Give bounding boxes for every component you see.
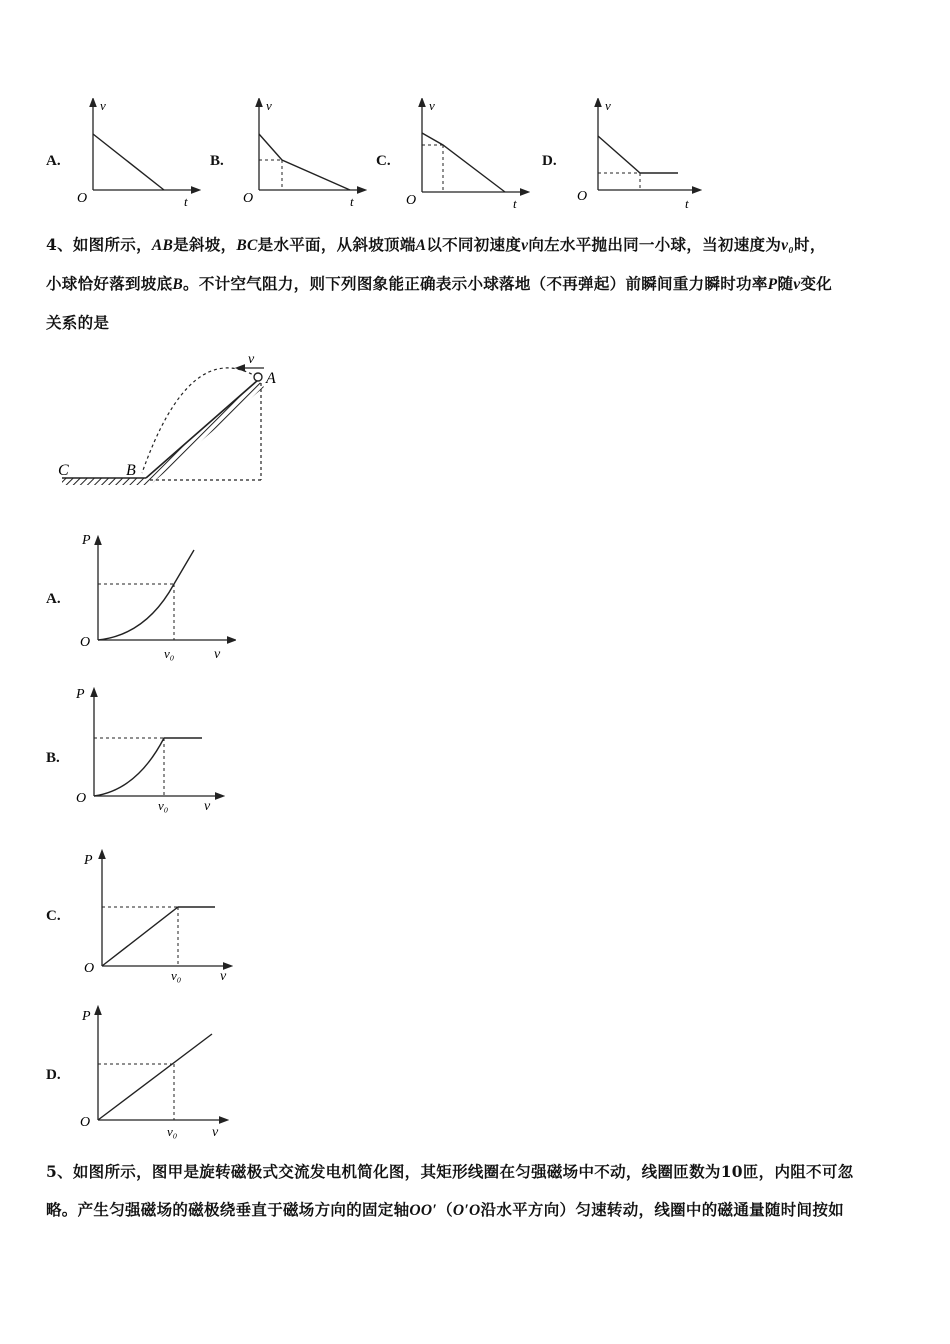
prev-option-a-graph [72, 98, 202, 210]
origin-label: O [84, 961, 95, 976]
graph-line [98, 1034, 212, 1120]
q4-option-d-graph [76, 1004, 236, 1140]
x-axis-label: t [350, 194, 354, 209]
point-b-label: B [126, 462, 136, 479]
x-axis-label: t [513, 196, 517, 210]
x-axis-label: v [214, 647, 221, 662]
y-axis-label: P [76, 687, 85, 702]
prev-option-d-label: D. [542, 153, 557, 169]
x-axis-label: v [220, 969, 227, 984]
question-5-line-2: 略。产生匀强磁场的磁极绕垂直于磁场方向的固定轴OO′（O′O沿水平方向）匀速转动，线圈中的磁通量随时间按如 [46, 1200, 844, 1219]
graph-curve [94, 738, 202, 796]
prev-option-b-graph [238, 98, 368, 210]
point-c-label: C [58, 462, 69, 479]
q4-option-c-label[interactable]: C. [46, 908, 61, 924]
y-axis-label: P [82, 1009, 91, 1024]
graph-line [422, 133, 505, 192]
q4-option-b-graph [72, 686, 232, 816]
x-axis-label: v [212, 1125, 219, 1140]
prev-option-c-label: C. [376, 153, 391, 169]
q4-option-a-label[interactable]: A. [46, 591, 61, 607]
graph-line [102, 907, 215, 966]
graph-line [93, 134, 164, 190]
question-5-text [46, 1153, 906, 1230]
trajectory-dashed [142, 368, 257, 473]
q4-option-a-graph [76, 530, 236, 662]
y-axis-label: v [100, 98, 106, 113]
q4-option-d-label[interactable]: D. [46, 1067, 61, 1083]
velocity-label: v [248, 352, 255, 367]
slope-hatch [146, 380, 264, 485]
graph-line [259, 134, 350, 190]
origin-label: O [77, 191, 88, 206]
origin-label: O [80, 1115, 91, 1130]
question-4-text [46, 226, 906, 342]
prev-option-d-graph [577, 98, 707, 210]
y-axis-label: v [429, 98, 435, 113]
y-axis-label: P [82, 533, 91, 548]
prev-option-b-label: B. [210, 153, 224, 169]
tick-label: v₀ [164, 646, 175, 661]
x-axis-label: v [204, 799, 211, 814]
point-a-label: A [266, 370, 276, 387]
ball [254, 373, 262, 381]
y-axis-label: P [84, 853, 93, 868]
slope-figure [50, 345, 300, 495]
origin-label: O [243, 191, 254, 206]
graph-curve [98, 550, 194, 640]
origin-label: O [80, 635, 91, 650]
y-axis-label: v [266, 98, 272, 113]
origin-label: O [577, 189, 588, 204]
question-4-line-2: 小球恰好落到坡底B。不计空气阻力，则下列图象能正确表示小球落地（不再弹起）前瞬间重力瞬时功率P随v变化 [46, 274, 833, 293]
q4-option-b-label[interactable]: B. [46, 750, 60, 766]
q4-option-c-graph [80, 848, 240, 984]
question-4-line-1: 4、如图所示，AB是斜坡，BC是水平面，从斜坡顶端A以不同初速度v向左水平抛出同一小球，当初速度为v₀时， [46, 235, 826, 254]
x-axis-label: t [184, 194, 188, 209]
slope-line [146, 380, 258, 478]
tick-label: v₀ [158, 798, 169, 813]
prev-option-a-label: A. [46, 153, 61, 169]
tick-label: v₀ [167, 1124, 178, 1139]
question-4-line-3: 关系的是 [46, 313, 110, 332]
origin-label: O [76, 791, 87, 806]
ground-hatch [62, 478, 148, 485]
origin-label: O [406, 193, 417, 208]
y-axis-label: v [605, 98, 611, 113]
tick-label: v₀ [171, 968, 182, 983]
question-5-line-1: 5、如图所示，图甲是旋转磁极式交流发电机简化图，其矩形线圈在匀强磁场中不动，线圈匝数为10匝，内阻不可忽 [46, 1162, 854, 1181]
graph-line [598, 136, 678, 173]
prev-option-c-graph [401, 98, 531, 210]
x-axis-label: t [685, 196, 689, 210]
